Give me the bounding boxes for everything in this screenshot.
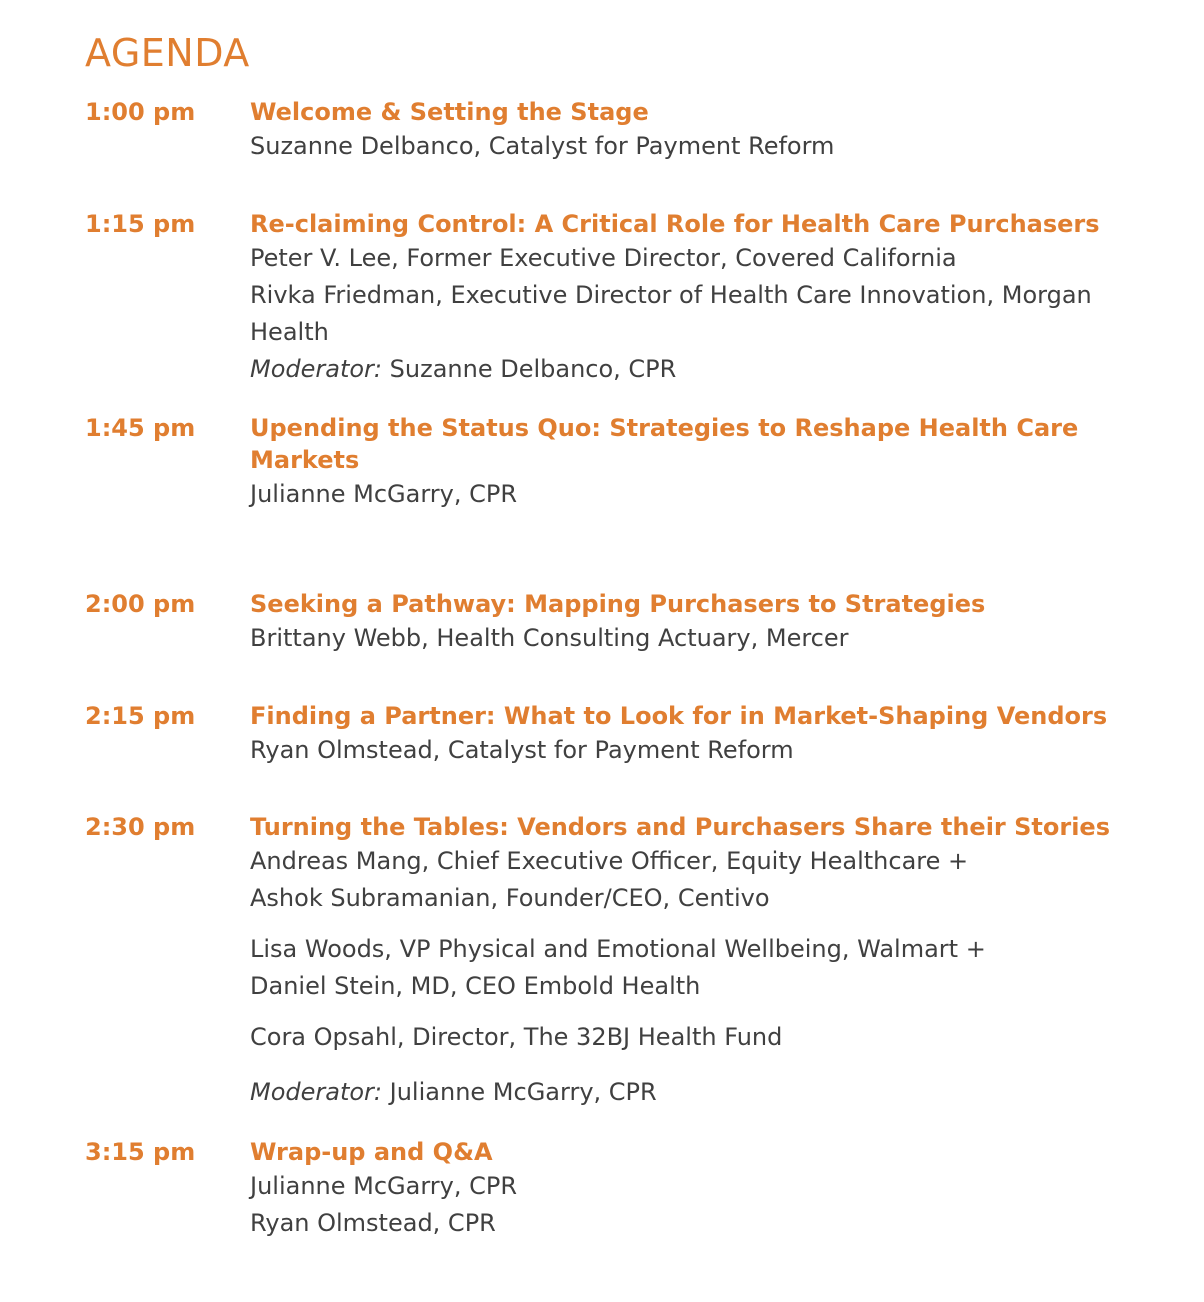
- moderator-name: Suzanne Delbanco, CPR: [382, 355, 677, 383]
- speaker: Ryan Olmstead, CPR: [250, 1209, 496, 1237]
- session-title: Welcome & Setting the Stage: [250, 98, 649, 126]
- session-time: 2:30 pm: [85, 813, 196, 841]
- speaker: Julianne McGarry, CPR: [250, 480, 518, 508]
- session-time: 1:45 pm: [85, 414, 196, 442]
- session-title: Re-claiming Control: A Critical Role for Health Care Purchasers: [250, 210, 1100, 238]
- session-time: 3:15 pm: [85, 1138, 196, 1166]
- speaker: Andreas Mang, Chief Executive Officer, Equity Healthcare +: [250, 847, 969, 875]
- speaker: Brittany Webb, Health Consulting Actuary, Mercer: [250, 624, 849, 652]
- session-time: 1:15 pm: [85, 210, 196, 238]
- speaker: Daniel Stein, MD, CEO Embold Health: [250, 972, 701, 1000]
- session-time: 2:15 pm: [85, 702, 196, 730]
- speaker: Rivka Friedman, Executive Director of Health Care Innovation, Morgan: [250, 281, 1092, 309]
- page-title: AGENDA: [85, 31, 250, 75]
- session-title-line1: Upending the Status Quo: Strategies to Reshape Health Care: [250, 414, 1079, 442]
- session-title-line2: Markets: [250, 446, 360, 474]
- session-time: 2:00 pm: [85, 590, 196, 618]
- moderator: [250, 1074, 1150, 1111]
- speaker: Peter V. Lee, Former Executive Director, Covered California: [250, 244, 957, 272]
- speaker: Ashok Subramanian, Founder/CEO, Centivo: [250, 884, 770, 912]
- speaker: Julianne McGarry, CPR: [250, 1172, 518, 1200]
- session-title: Finding a Partner: What to Look for in Market-Shaping Vendors: [250, 702, 1108, 730]
- speaker: Suzanne Delbanco, Catalyst for Payment Reform: [250, 132, 835, 160]
- moderator: [250, 351, 1150, 388]
- speaker: Ryan Olmstead, Catalyst for Payment Reform: [250, 736, 794, 764]
- session-time: 1:00 pm: [85, 98, 196, 126]
- session-title: Seeking a Pathway: Mapping Purchasers to Strategies: [250, 590, 986, 618]
- moderator-label: Moderator:: [250, 1078, 383, 1106]
- speaker: Health: [250, 318, 329, 346]
- moderator-label: Moderator:: [250, 355, 383, 383]
- session-title: Wrap-up and Q&A: [250, 1138, 493, 1166]
- speaker: Lisa Woods, VP Physical and Emotional Wellbeing, Walmart +: [250, 935, 986, 963]
- speaker: Cora Opsahl, Director, The 32BJ Health Fund: [250, 1023, 783, 1051]
- moderator-name: Julianne McGarry, CPR: [382, 1078, 657, 1106]
- session-title: Turning the Tables: Vendors and Purchasers Share their Stories: [250, 813, 1110, 841]
